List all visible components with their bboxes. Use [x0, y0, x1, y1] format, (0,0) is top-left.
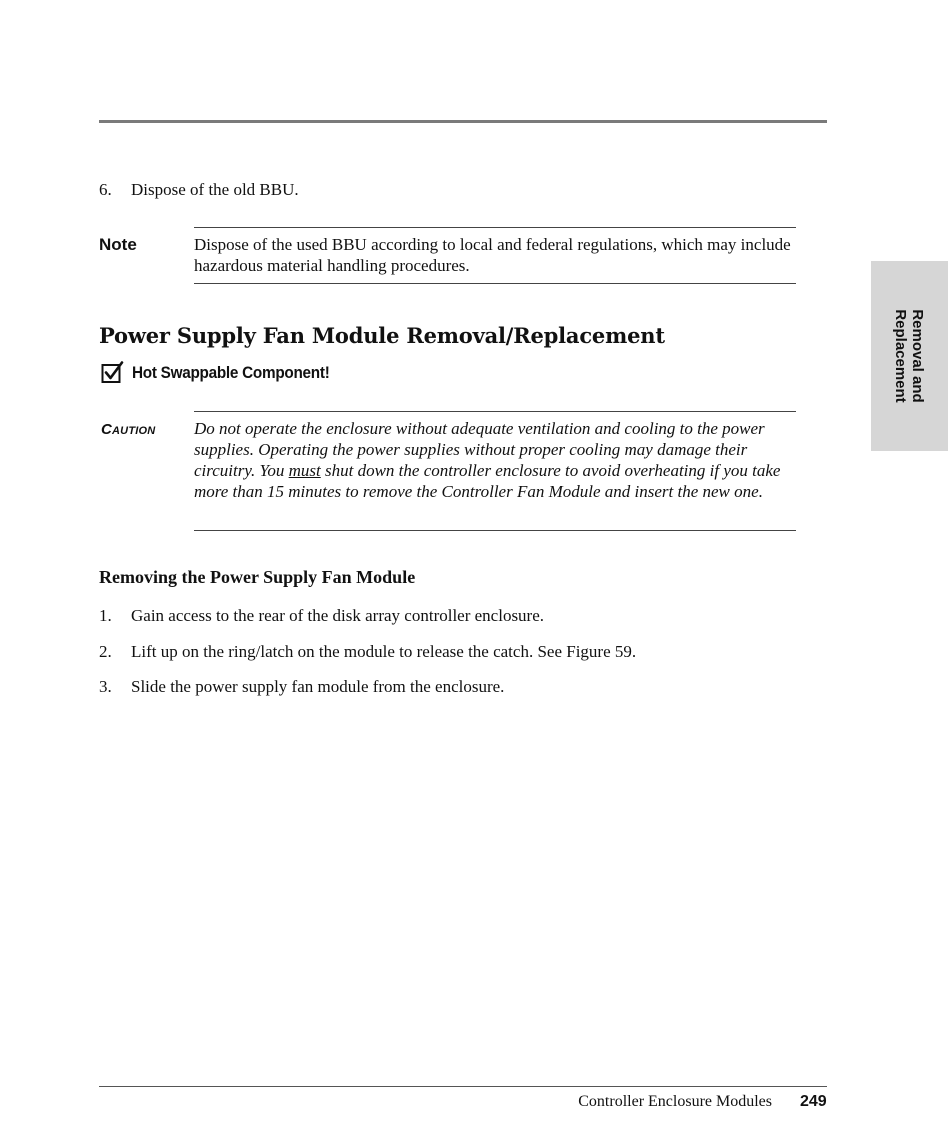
caution-text-part-1: Do not operate the enclosure without adequate ventilation and cooling to the power supplies. Operating the power supplies without proper cooling may damage their circuitry. You — [194, 419, 765, 480]
step-item — [99, 641, 636, 663]
subsection-title: Removing the Power Supply Fan Module — [99, 567, 416, 587]
note-bottom-rule — [194, 283, 796, 284]
step-item — [99, 676, 504, 698]
step-item — [99, 179, 299, 201]
section-title: Power Supply Fan Module Removal/Replacement — [99, 323, 665, 348]
hot-swap-indicator — [101, 360, 351, 386]
chapter-side-tab — [871, 261, 948, 451]
footer-rule — [99, 1086, 827, 1087]
step-text: Slide the power supply fan module from the enclosure. — [131, 677, 505, 696]
caution-text-part-2: shut down the controller enclosure to avoid overheating if you take more than 15 minutes to remove the Controller Fan Module and insert the new one. — [194, 461, 781, 501]
caution-top-rule — [194, 411, 796, 412]
hot-swap-label: Hot Swappable Component! — [132, 363, 330, 382]
note-label: Note — [99, 235, 137, 254]
caution-text — [194, 418, 798, 502]
header-rule — [99, 120, 827, 123]
caution-bottom-rule — [194, 530, 796, 531]
caution-label: Caution — [101, 421, 156, 438]
note-top-rule — [194, 227, 796, 228]
step-text: Lift up on the ring/latch on the module to release the catch. See Figure 59. — [131, 642, 637, 661]
step-item — [99, 605, 544, 627]
step-text: Gain access to the rear of the disk array controller enclosure. — [131, 606, 545, 625]
note-text: Dispose of the used BBU according to local and federal regulations, which may include hazardous material handling procedures. — [194, 235, 791, 275]
caution-emphasis: must — [288, 461, 321, 480]
checkbox-checked-icon — [101, 361, 125, 385]
step-number: 3. — [99, 677, 112, 696]
step-text: Dispose of the old BBU. — [131, 180, 299, 199]
step-number: 1. — [99, 606, 112, 625]
side-tab-line-2: Replacement — [892, 309, 909, 403]
chapter-side-tab-label — [892, 309, 926, 402]
step-number: 2. — [99, 642, 112, 661]
step-number: 6. — [99, 180, 112, 199]
footer-title: Controller Enclosure Modules — [578, 1093, 772, 1110]
page-number: 249 — [800, 1093, 827, 1110]
side-tab-line-1: Removal and — [909, 309, 926, 403]
